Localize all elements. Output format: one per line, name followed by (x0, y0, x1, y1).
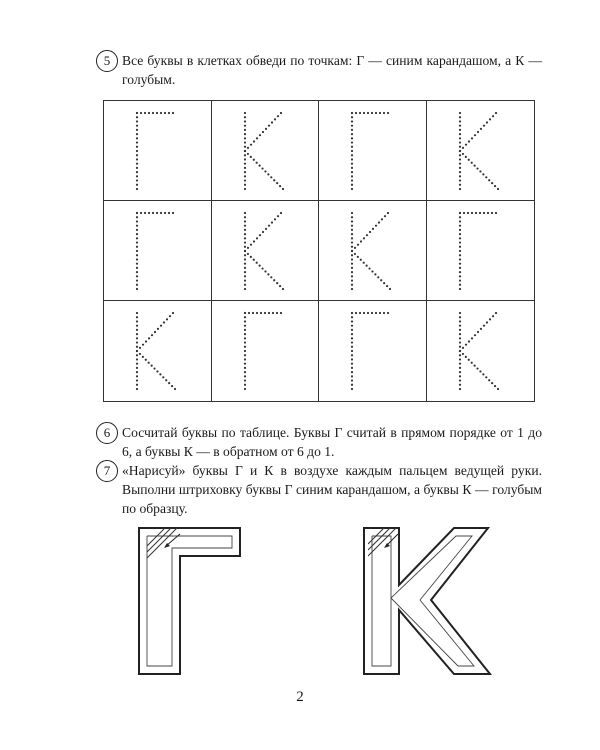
dotted-letter-g (104, 101, 212, 201)
grid-cell (319, 301, 427, 401)
grid-cell (212, 201, 320, 301)
grid-cell (427, 101, 535, 201)
grid-cell (319, 101, 427, 201)
grid-cell (319, 201, 427, 301)
grid-cell (427, 201, 535, 301)
sample-letter-g (139, 528, 240, 674)
task-number-badge: 5 (96, 50, 118, 72)
dotted-letter-k (427, 101, 535, 201)
task-text: Сосчитай буквы по таблице. Буквы Г считай в прямом порядке от 1 до 6, а буквы К — в обратном от 6 до 1. (122, 425, 542, 459)
dotted-letter-k (104, 301, 212, 401)
grid-cell (104, 201, 212, 301)
task-number-badge: 7 (96, 460, 118, 482)
dotted-letter-k (212, 201, 320, 301)
grid-cell (104, 301, 212, 401)
dotted-letter-g (319, 301, 427, 401)
dotted-letter-k (427, 301, 535, 401)
dotted-letter-k (212, 101, 320, 201)
grid-cell (427, 301, 535, 401)
sample-letter-k (364, 528, 490, 674)
dotted-letter-g (319, 101, 427, 201)
task-text: Все буквы в клетках обведи по точкам: Г — синим карандашом, а К — голубым. (122, 53, 542, 87)
grid-cell (212, 101, 320, 201)
dotted-letter-g (104, 201, 212, 301)
dotted-letter-g (427, 201, 535, 301)
dotted-letter-k (319, 201, 427, 301)
dotted-letter-g (212, 301, 320, 401)
task-number-badge: 6 (96, 422, 118, 444)
grid-cell (104, 101, 212, 201)
letters-grid (103, 100, 535, 402)
sample-letters (0, 510, 600, 680)
page-number: 2 (296, 689, 304, 705)
task-text: «Нарисуй» буквы Г и К в воздухе каждым пальцем ведущей руки. Выполни штриховку буквы Г синим карандашом, а буквы К — голубым по образцу. (122, 463, 542, 516)
grid-cell (212, 301, 320, 401)
